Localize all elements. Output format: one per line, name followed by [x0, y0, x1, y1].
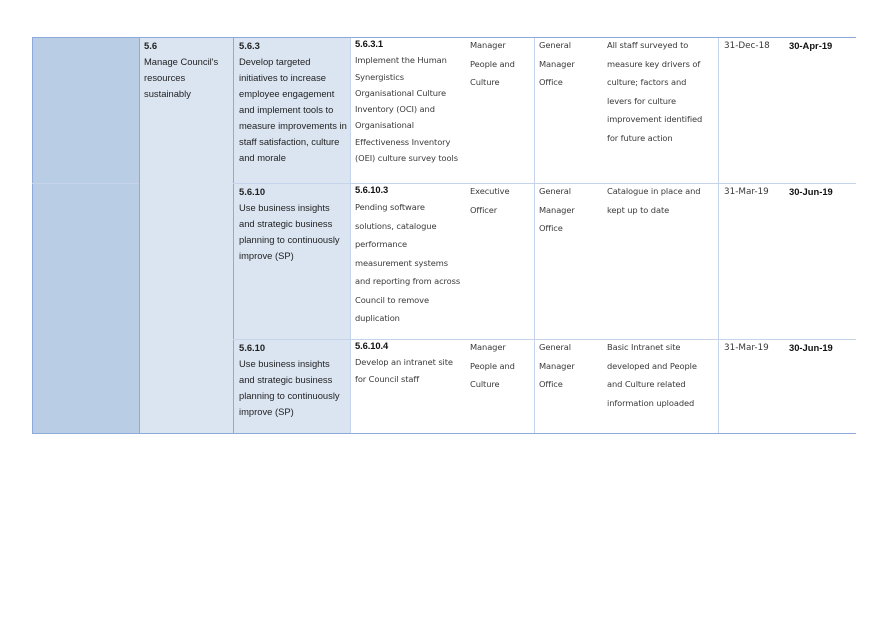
strategy-text: Use business insights and strategic business planning to continuously improve (SP): [239, 358, 340, 417]
goal-code: 5.6: [144, 40, 158, 51]
table-row-3-responsible: [470, 338, 526, 394]
table-row-2-measure: [607, 182, 713, 219]
table-row-2-action: [355, 182, 463, 328]
action-text: Pending software solutions, catalogue performance measurement systems and reporting from across Council to remove duplication: [355, 202, 461, 323]
responsible-text: Executive Officer: [470, 186, 510, 215]
table-row-1-measure: [607, 36, 713, 147]
action-code: 5.6.10.4: [355, 340, 389, 351]
measure-text: All staff surveyed to measure key drivers of culture; factors and levers for culture improvement identified for future action: [607, 40, 703, 143]
table-row-2-start: 31-Mar-19: [724, 187, 769, 197]
table-row-1-directorate: [539, 36, 587, 92]
strategy-code: 5.6.10: [239, 342, 266, 353]
table-row-3-strategy: [239, 340, 347, 420]
table-row-1-due: 30-Apr-19: [789, 40, 833, 51]
table-row-2-responsible: [470, 182, 526, 219]
action-code: 5.6.3.1: [355, 38, 383, 49]
directorate-text: General Manager Office: [539, 40, 575, 87]
grid-line: [350, 37, 351, 434]
row-divider: [32, 183, 139, 184]
action-text: Develop an intranet site for Council staff: [355, 357, 453, 384]
measure-text: Basic Intranet site developed and People and Culture related information uploaded: [607, 342, 697, 408]
table-row-1-start: 31-Dec-18: [724, 41, 770, 51]
table-row-2-due: 30-Jun-19: [789, 186, 833, 197]
goal-text: Manage Council's resources sustainably: [144, 56, 219, 99]
strategy-text: Develop targeted initiatives to increase employee engagement and implement tools to measure improvements in staff satisfaction, culture and morale: [239, 56, 347, 163]
table-row-3-start: 31-Mar-19: [724, 343, 769, 353]
table-row-3-action: [355, 338, 463, 387]
table-row-2-strategy: [239, 184, 347, 264]
strategy-code: 5.6.3: [239, 40, 260, 51]
action-text: Implement the Human Synergistics Organisational Culture Inventory (OCI) and Organisational Effectiveness Inventory (OEI) culture survey tools: [355, 55, 458, 164]
directorate-text: General Manager Office: [539, 186, 575, 233]
strategy-text: Use business insights and strategic business planning to continuously improve (SP): [239, 202, 340, 261]
responsible-text: Manager People and Culture: [470, 342, 515, 389]
responsible-text: Manager People and Culture: [470, 40, 515, 87]
grid-line: [32, 37, 33, 434]
strategy-code: 5.6.10: [239, 186, 266, 197]
goal-cell: [144, 38, 234, 102]
table-row-1-strategy: [239, 38, 347, 166]
grid-line: [718, 37, 719, 434]
table-row-3-directorate: [539, 338, 587, 394]
outcome-column-band: [32, 37, 139, 433]
table-row-3-due: 30-Jun-19: [789, 342, 833, 353]
action-code: 5.6.10.3: [355, 184, 389, 195]
measure-text: Catalogue in place and kept up to date: [607, 186, 701, 215]
table-bottom-border: [32, 433, 856, 434]
table-row-3-measure: [607, 338, 713, 412]
table-row-1-responsible: [470, 36, 526, 92]
directorate-text: General Manager Office: [539, 342, 575, 389]
table-row-1-action: [355, 36, 463, 166]
grid-line: [534, 37, 535, 434]
grid-line: [139, 37, 140, 434]
table-row-2-directorate: [539, 182, 587, 238]
